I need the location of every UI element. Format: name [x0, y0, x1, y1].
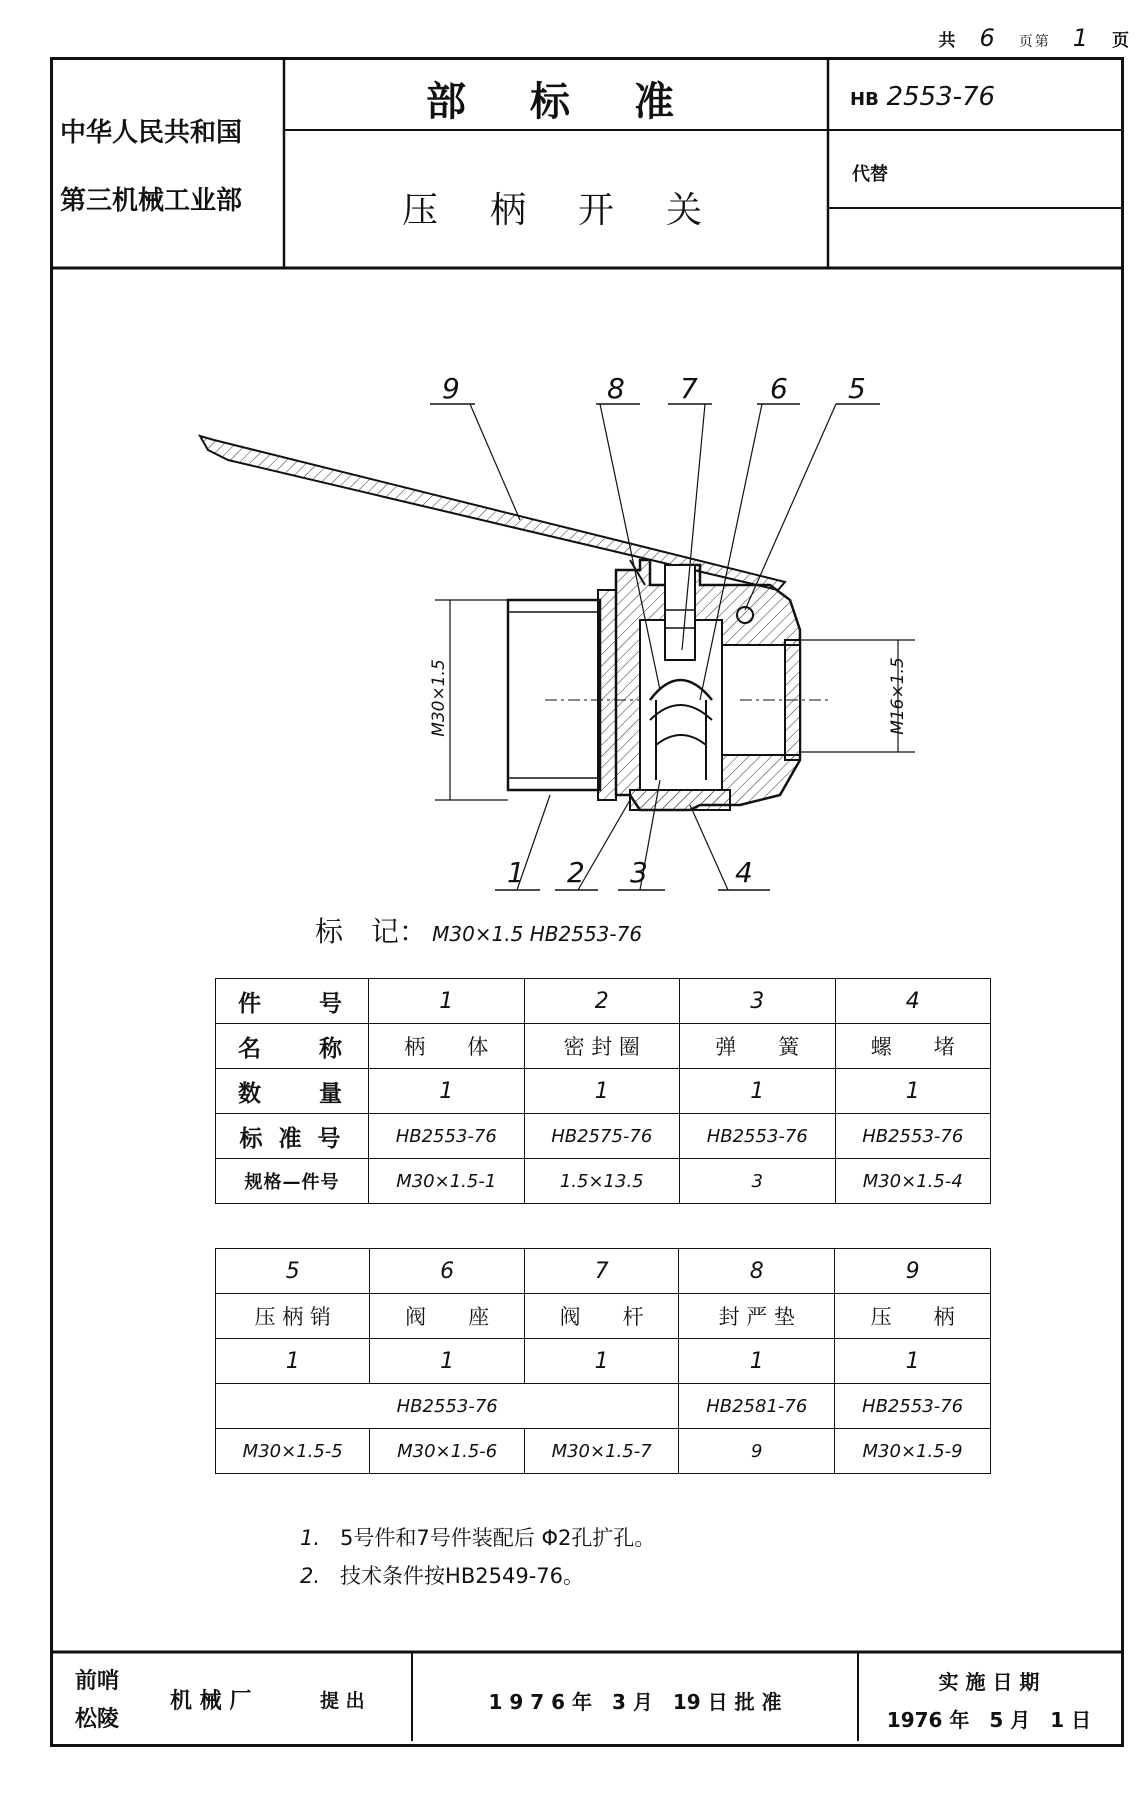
- cell-name: 密 封 圈: [524, 1024, 680, 1069]
- row-label-name: 名 称: [216, 1024, 369, 1069]
- approval-date: 1 9 7 6 年 3 月 19 日 批 准: [488, 1690, 782, 1714]
- cell-std: HB2553-76: [835, 1114, 991, 1159]
- total-pages: 6: [979, 24, 997, 52]
- cell-spec: 3: [680, 1159, 836, 1204]
- row-label-part-no: 件 号: [216, 979, 369, 1024]
- cell-qty: 1: [524, 1339, 678, 1384]
- cell-spec: M30×1.5-5: [216, 1429, 370, 1474]
- cell-std: HB2553-76: [369, 1114, 525, 1159]
- cell-name: 阀 杆: [524, 1294, 678, 1339]
- cell-no: 9: [835, 1249, 991, 1294]
- callout-9: 9: [442, 372, 460, 405]
- note-number: 2.: [300, 1564, 321, 1588]
- callout-2: 2: [567, 856, 585, 889]
- cell-no: 3: [680, 979, 836, 1024]
- cell-name: 弹 簧: [680, 1024, 836, 1069]
- page-number: 1: [1072, 24, 1090, 52]
- cell-spec: M30×1.5-6: [370, 1429, 524, 1474]
- cell-no: 5: [216, 1249, 370, 1294]
- cell-std: HB2575-76: [524, 1114, 680, 1159]
- callout-4: 4: [735, 856, 753, 889]
- cell-std: HB2553-76: [835, 1384, 991, 1429]
- note-text: 技术条件按HB2549-76。: [340, 1564, 584, 1588]
- cell-std-merged: HB2553-76: [216, 1384, 679, 1429]
- cell-spec: M30×1.5-7: [524, 1429, 678, 1474]
- table-row: [216, 1114, 991, 1159]
- category-title: 部 标 准: [426, 79, 686, 125]
- cell-qty: 1: [835, 1069, 991, 1114]
- cell-name: 阀 座: [370, 1294, 524, 1339]
- parts-table-2: [215, 1248, 991, 1474]
- row-label-spec: 规格—件号: [216, 1159, 369, 1204]
- total-prefix: 共: [938, 31, 958, 51]
- page-label: 页第: [1018, 34, 1051, 50]
- document-title: 压 柄 开 关: [401, 190, 710, 231]
- note-2: [300, 1560, 584, 1590]
- note-number: 1.: [300, 1526, 321, 1550]
- effective-date: 1976 年 5 月 1 日: [886, 1708, 1092, 1732]
- cell-spec: M30×1.5-9: [835, 1429, 991, 1474]
- dim-label-m16: M16×1.5: [888, 657, 908, 735]
- table-row: [216, 1069, 991, 1114]
- cell-no: 1: [369, 979, 525, 1024]
- table-row: [216, 1429, 991, 1474]
- table-row: [216, 1384, 991, 1429]
- callout-5: 5: [848, 372, 866, 405]
- callout-6: 6: [770, 372, 788, 405]
- table-row: [216, 1294, 991, 1339]
- table-row: [216, 1024, 991, 1069]
- row-label-std: 标 准 号: [216, 1114, 369, 1159]
- standard-prefix: HB: [850, 89, 879, 110]
- row-label-qty: 数 量: [216, 1069, 369, 1114]
- proposer-a: 前哨: [75, 1669, 120, 1694]
- table-row: [216, 1249, 991, 1294]
- table-row: [216, 979, 991, 1024]
- cell-std: HB2581-76: [679, 1384, 835, 1429]
- proposer-b: 松陵: [75, 1707, 120, 1732]
- cell-qty: 1: [680, 1069, 836, 1114]
- marking-label: 标 记：: [315, 915, 428, 948]
- cell-no: 4: [835, 979, 991, 1024]
- cell-spec: 9: [679, 1429, 835, 1474]
- org-line-1: 中华人民共和国: [60, 118, 243, 148]
- effective-label: 实 施 日 期: [938, 1670, 1040, 1694]
- table-row: [216, 1339, 991, 1384]
- callout-1: 1: [507, 856, 525, 889]
- cell-qty: 1: [369, 1069, 525, 1114]
- callout-3: 3: [630, 856, 648, 889]
- cell-name: 柄 体: [369, 1024, 525, 1069]
- cell-name: 螺 堵: [835, 1024, 991, 1069]
- parts-table-1: [215, 978, 991, 1204]
- proposer-c: 机 械 厂: [170, 1689, 252, 1714]
- org-line-2: 第三机械工业部: [60, 186, 243, 216]
- cell-spec: 1.5×13.5: [524, 1159, 680, 1204]
- table-row: [216, 1159, 991, 1204]
- cell-no: 7: [524, 1249, 678, 1294]
- cell-qty: 1: [679, 1339, 835, 1384]
- cell-spec: M30×1.5-1: [369, 1159, 525, 1204]
- standard-no: 2553-76: [886, 82, 996, 112]
- cell-name: 封 严 垫: [679, 1294, 835, 1339]
- dim-label-m30: M30×1.5: [429, 659, 449, 737]
- note-text: 5号件和7号件装配后 Φ2孔扩孔。: [340, 1526, 656, 1550]
- page-suffix: 页: [1112, 31, 1131, 51]
- cell-std: HB2553-76: [680, 1114, 836, 1159]
- marking: [315, 910, 642, 950]
- cell-qty: 1: [370, 1339, 524, 1384]
- cell-qty: 1: [835, 1339, 991, 1384]
- cell-no: 8: [679, 1249, 835, 1294]
- cell-no: 2: [524, 979, 680, 1024]
- cell-qty: 1: [524, 1069, 680, 1114]
- callout-8: 8: [607, 372, 625, 405]
- cell-spec: M30×1.5-4: [835, 1159, 991, 1204]
- cell-qty: 1: [216, 1339, 370, 1384]
- callout-7: 7: [680, 372, 698, 405]
- note-1: [300, 1522, 655, 1552]
- cell-name: 压 柄: [835, 1294, 991, 1339]
- replaces-label: 代替: [852, 164, 888, 185]
- cell-name: 压 柄 销: [216, 1294, 370, 1339]
- cell-no: 6: [370, 1249, 524, 1294]
- proposer-d: 提 出: [320, 1690, 365, 1712]
- marking-value: M30×1.5 HB2553-76: [432, 922, 643, 946]
